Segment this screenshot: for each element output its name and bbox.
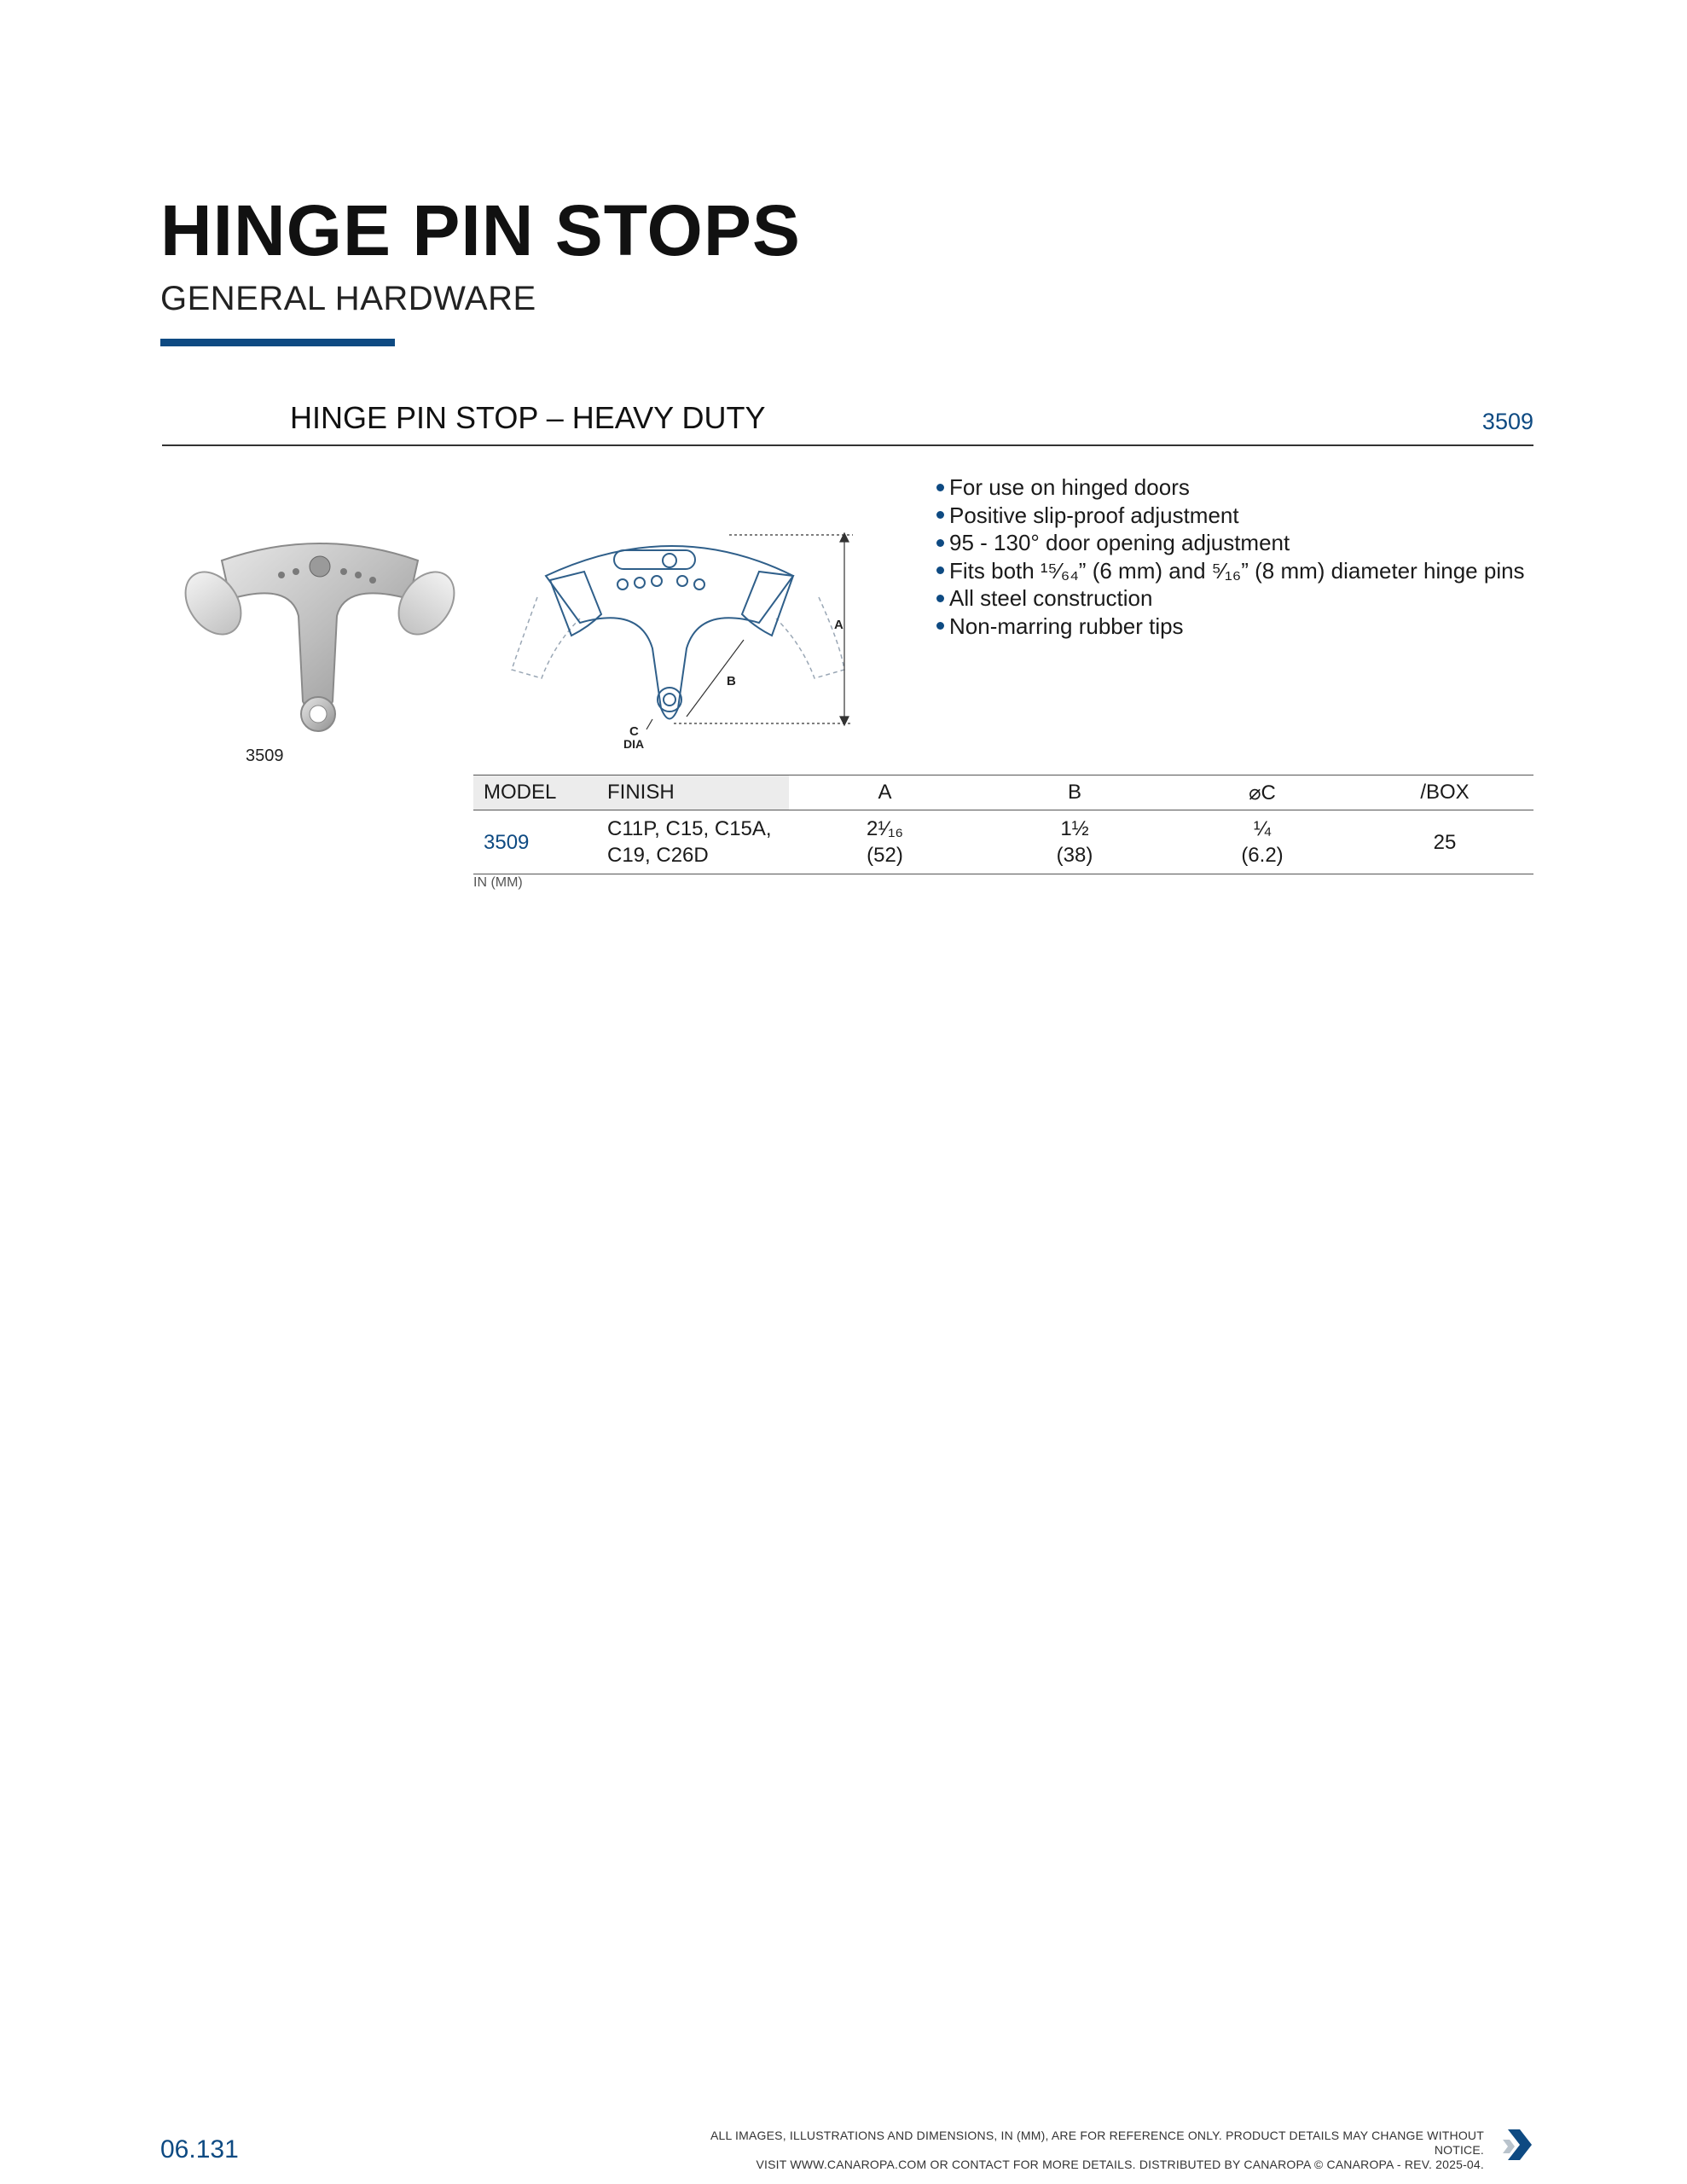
col-header-c: ⌀C: [1168, 775, 1356, 810]
bullet-icon: [936, 511, 944, 519]
spec-table: [473, 775, 1533, 874]
col-header-per-box: /BOX: [1356, 775, 1533, 810]
col-header-a: A: [789, 775, 981, 810]
section-title: HINGE PIN STOP – HEAVY DUTY: [290, 400, 766, 435]
cell-b: 1½ (38): [981, 810, 1168, 874]
feature-item: Fits both ¹⁵⁄₆₄” (6 mm) and ⁵⁄₁₆” (8 mm) diameter hinge pins: [936, 557, 1525, 585]
col-header-finish: FINISH: [597, 775, 789, 810]
cell-finish: C11P, C15, C15A, C19, C26D: [597, 810, 789, 874]
feature-list: [936, 473, 1525, 640]
feature-item: For use on hinged doors: [936, 473, 1525, 502]
unit-note: IN (MM): [473, 875, 523, 890]
page-number: 06.131: [160, 2135, 239, 2164]
brand-chevron-icon: [1501, 2126, 1533, 2164]
cell-per-box: 25: [1356, 810, 1533, 874]
page-title: HINGE PIN STOPS: [160, 190, 801, 270]
col-header-b: B: [981, 775, 1168, 810]
feature-item: Non-marring rubber tips: [936, 613, 1525, 641]
section-model-code: 3509: [1481, 409, 1533, 434]
dimension-label-dia: DIA: [623, 737, 645, 751]
feature-item: 95 - 130° door opening adjustment: [936, 529, 1525, 557]
dimension-label-b: B: [727, 674, 736, 688]
cell-a: 2¹⁄₁₆ (52): [789, 810, 981, 874]
page-subtitle: GENERAL HARDWARE: [160, 280, 536, 317]
bullet-icon: [936, 595, 944, 602]
product-photo: [175, 522, 465, 748]
bullet-icon: [936, 566, 944, 574]
table-header-row: [473, 775, 1533, 810]
bullet-icon: [936, 622, 944, 630]
dimension-label-c: C: [629, 724, 639, 739]
feature-item: All steel construction: [936, 584, 1525, 613]
technical-drawing: [503, 516, 853, 755]
section-divider: [162, 444, 1533, 446]
bullet-icon: [936, 539, 944, 547]
title-accent-bar: [160, 339, 395, 346]
cell-c: ¼ (6.2): [1168, 810, 1356, 874]
footer-disclaimer: ALL IMAGES, ILLUSTRATIONS AND DIMENSIONS, IN (MM), ARE FOR REFERENCE ONLY. PRODUCT DETAILS MAY CHANGE WITHOUT NOTICE. VISIT WWW.CANAROPA.COM OR CONTACT FOR MORE DETAILS. DISTRIBUTED BY CANAROPA © CANAROPA - REV. 2025-04.: [710, 2129, 1484, 2171]
photo-caption: 3509: [246, 746, 284, 765]
cell-model: 3509: [473, 810, 597, 874]
feature-item: Positive slip-proof adjustment: [936, 502, 1525, 530]
col-header-model: MODEL: [473, 775, 597, 810]
bullet-icon: [936, 484, 944, 491]
dimension-label-a: A: [834, 618, 844, 632]
table-row: [473, 810, 1533, 874]
